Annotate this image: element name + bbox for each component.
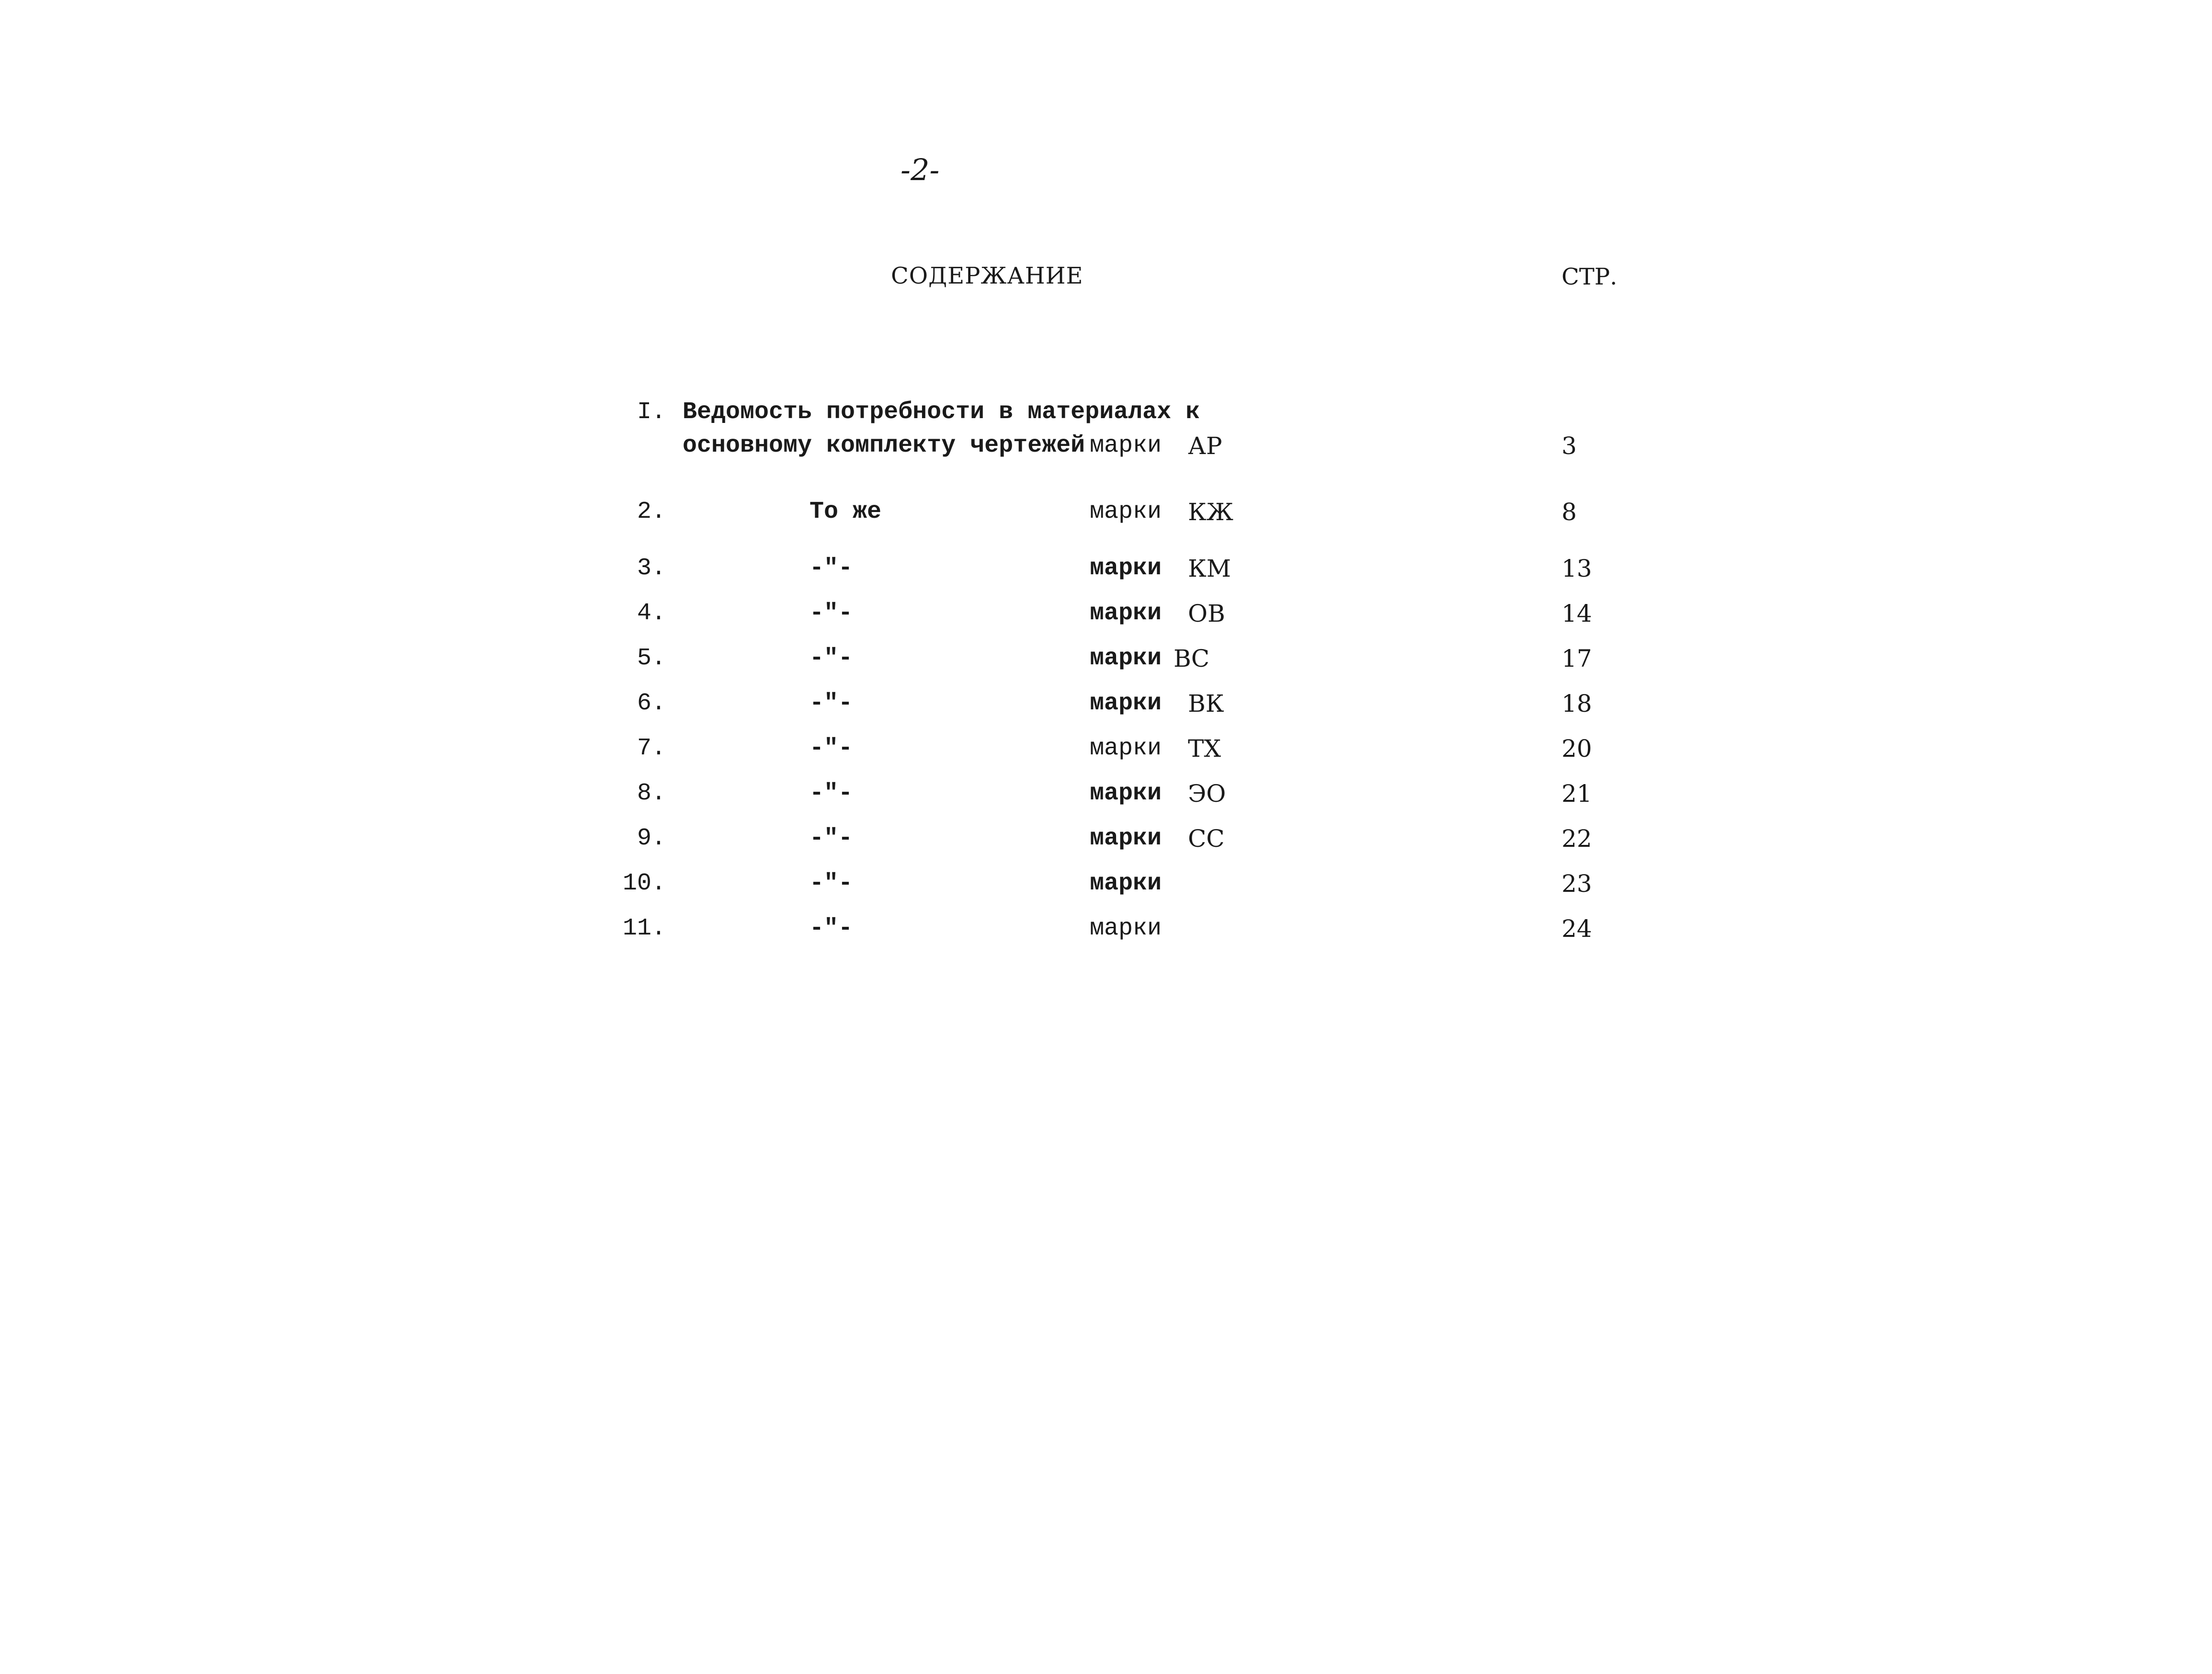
toc-item-11 — [0, 915, 2212, 953]
page-ref: 18 — [1562, 690, 1592, 717]
item-number: 9. — [637, 825, 666, 852]
toc-item-2 — [0, 498, 2212, 536]
item-number: 5. — [637, 645, 666, 672]
toc-item-4 — [0, 600, 2212, 638]
mark-code: ВС — [1174, 645, 1209, 672]
page-ref: 21 — [1562, 780, 1592, 808]
item-description: -"- — [810, 690, 853, 717]
item-number: 6. — [637, 690, 666, 717]
mark-code: АР — [1188, 432, 1222, 460]
page-ref: 17 — [1562, 645, 1592, 672]
item-description: -"- — [810, 870, 853, 897]
marki-label: марки — [1090, 780, 1162, 807]
marki-label: марки — [1090, 735, 1162, 762]
page-ref: 14 — [1562, 600, 1592, 627]
page-ref: 20 — [1562, 735, 1592, 763]
toc-item-7 — [0, 735, 2212, 773]
page-ref: 8 — [1562, 498, 1577, 526]
mark-code: ЭО — [1188, 780, 1226, 808]
page-ref: 24 — [1562, 915, 1592, 943]
page-ref: 23 — [1562, 870, 1592, 898]
marki-label: марки — [1090, 690, 1162, 717]
item-description: -"- — [810, 915, 853, 942]
marki-label: марки — [1090, 498, 1162, 525]
item-description: -"- — [810, 780, 853, 807]
mark-code: СС — [1188, 825, 1225, 853]
mark-code: ВК — [1188, 690, 1224, 717]
toc-item-10 — [0, 870, 2212, 908]
marki-label: марки — [1090, 825, 1162, 852]
marki-label: марки — [1090, 645, 1162, 672]
item-number: 3. — [637, 555, 666, 582]
item-description: Ведомость потребности в материалах к — [683, 399, 1200, 426]
marki-label: марки — [1090, 870, 1162, 897]
toc-item-1-line2 — [0, 432, 2212, 470]
item-number: 10. — [622, 870, 666, 897]
marki-label: марки — [1090, 600, 1162, 627]
marki-label: марки — [1090, 555, 1162, 582]
marki-label: марки — [1090, 915, 1162, 942]
marki-label: марки — [1090, 432, 1162, 459]
page-column-heading: СТР. — [1562, 263, 1618, 290]
item-number: 11. — [622, 915, 666, 942]
toc-item-9 — [0, 825, 2212, 863]
toc-item-1-line1 — [0, 399, 2212, 437]
item-description: -"- — [810, 645, 853, 672]
item-description: -"- — [810, 825, 853, 852]
mark-code: КМ — [1188, 555, 1231, 582]
item-description: То же — [810, 498, 882, 525]
toc-item-3 — [0, 555, 2212, 593]
item-number: 7. — [637, 735, 666, 762]
item-number: 4. — [637, 600, 666, 627]
page-number: -2- — [901, 152, 940, 187]
item-number: I. — [637, 399, 666, 426]
item-description: -"- — [810, 735, 853, 762]
item-description-cont: основному комплекту чертежей — [683, 432, 1085, 459]
toc-item-6 — [0, 690, 2212, 728]
item-description: -"- — [810, 600, 853, 627]
mark-code: ОВ — [1188, 600, 1225, 627]
item-number: 2. — [637, 498, 666, 525]
mark-code: КЖ — [1188, 498, 1233, 526]
item-number: 8. — [637, 780, 666, 807]
page-ref: 3 — [1562, 432, 1577, 460]
item-description: -"- — [810, 555, 853, 582]
mark-code: ТХ — [1188, 735, 1221, 763]
toc-heading: СОДЕРЖАНИЕ — [891, 262, 1083, 289]
toc-item-5 — [0, 645, 2212, 683]
page-ref: 13 — [1562, 555, 1592, 582]
page-ref: 22 — [1562, 825, 1592, 853]
toc-item-8 — [0, 780, 2212, 818]
